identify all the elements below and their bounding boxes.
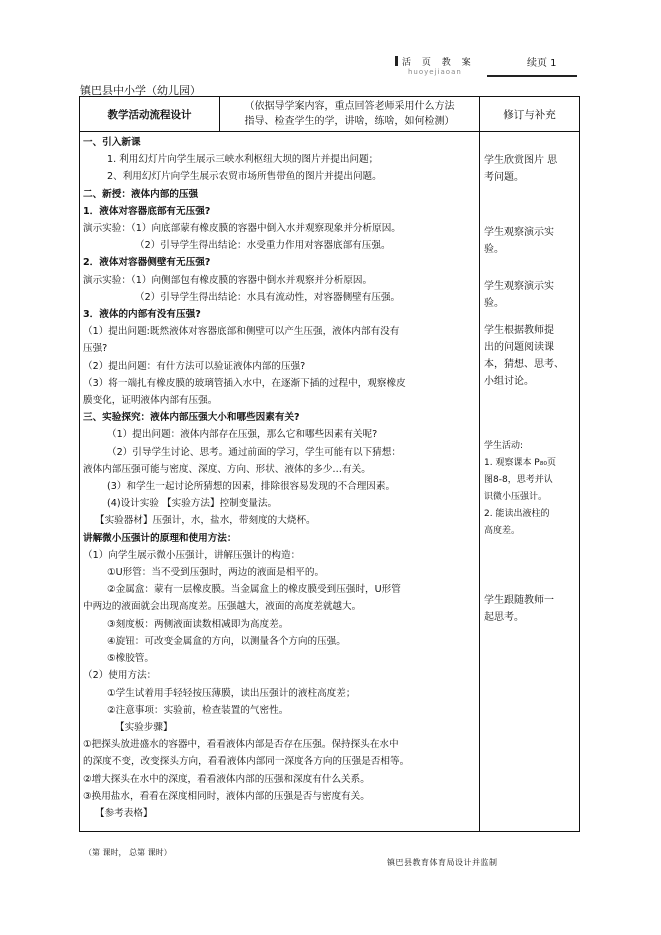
content-line: 3．液体的内部有没有压强?	[83, 309, 201, 321]
content-line: 三、实验探究：液体内部压强大小和哪些因素有关?	[83, 412, 300, 424]
content-line: 2．液体对容器侧壁有无压强?	[83, 257, 211, 269]
content-line: （3）将一端扎有橡皮膜的玻璃管插入水中，在逐渐下插的过程中，观察橡皮	[83, 377, 406, 389]
content-line: 讲解微小压强计的原理和使用方法：	[83, 532, 237, 544]
content-line: （2）引导学生得出结论：水受重力作用对容器底部有压强。	[135, 240, 391, 252]
continue-page-underline	[487, 75, 577, 77]
content-line: ②金属盒：蒙有一层橡皮膜。当金属盒上的橡皮膜受到压强时，U形管	[107, 584, 401, 596]
header-instructions-line-1: （依据导学案内容，重点回答老师采用什么方法	[244, 101, 455, 112]
content-line: 1. 利用幻灯片向学生展示三峡水利枢纽大坝的图片并提出问题；	[107, 154, 379, 166]
content-line: (4)设计实验 【实验方法】控制变量法。	[107, 498, 278, 510]
header-instructions-line-2: 指导、检查学生的学，讲啥，练啥，如何检测）	[244, 116, 455, 127]
note-line: 2. 能读出液柱的	[484, 509, 550, 519]
content-line: （1）提出问题:既然液体对容器底部和侧壁可以产生压强，液体内部有没有	[83, 326, 400, 338]
content-line: ③刻度板：两侧液面读数相减即为高度差。	[107, 618, 289, 630]
note-line: 图8-8，思考并认	[484, 475, 553, 485]
content-line: ①把探头放进盛水的容器中，看看液体内部是否存在压强。保持探头在水中	[83, 739, 399, 751]
content-line: 【参考表格】	[95, 807, 153, 819]
content-line: （2）引导学生得出结论：水具有流动性，对容器侧壁有压强。	[135, 291, 401, 303]
content-line: ③换用盐水，看看在深度相同时，液体内部的压强是否与密度有关。	[83, 790, 370, 802]
content-line: 液体内部压强可能与密度、深度、方向、形状、液体的多少…有关。	[83, 463, 371, 475]
note-line: 学生跟随教师一	[484, 595, 554, 606]
header-cell-instructions	[220, 97, 480, 132]
content-line: 演示实验：（1）向侧部包有橡皮膜的容器中倒水并观察并分析原因。	[83, 274, 373, 286]
lesson-plan-subtitle: huoyejiaoan	[408, 68, 462, 76]
note-line: 学生观察演示实	[484, 227, 554, 238]
content-line: ④旋钮：可改变金属盒的方向，以测量各个方向的压强。	[107, 635, 346, 647]
content-line: ②注意事项：实验前，检查装置的气密性。	[107, 704, 289, 716]
content-line: 1．液体对容器底部有无压强?	[83, 205, 211, 217]
content-line: 【实验器材】压强计，水，盐水，带刻度的大烧杯。	[95, 515, 316, 527]
content-line: 压强?	[83, 343, 108, 355]
content-line: (3）和学生一起讨论所猜想的因素，排除很容易发现的不合理因素。	[107, 481, 396, 493]
footer-publisher: 镇巴县教育体育局设计并监制	[387, 858, 498, 867]
note-line: 出的问题阅读课	[484, 342, 554, 353]
content-line: （2）提出问题：有什方法可以验证液体内部的压强?	[83, 360, 306, 372]
content-line: 膜变化，证明液体内部有压强。	[83, 395, 218, 407]
content-line: （1）向学生展示微小压强计，讲解压强计的构造：	[83, 549, 301, 561]
note-line: 学生欣赏图片 思	[484, 155, 558, 166]
content-line: 中两边的液面就会出现高度差。压强越大，液面的高度差就越大。	[83, 601, 362, 613]
note-line: 小组讨论。	[484, 376, 534, 387]
note-line: 识微小压强计。	[484, 492, 548, 502]
content-line: ⑤橡胶管。	[107, 653, 154, 665]
note-line: 起思考。	[484, 612, 524, 623]
content-line: 一、引入新课	[83, 137, 141, 148]
content-line: ①U形管：当不受到压强时，两边的液面是相平的。	[107, 567, 325, 579]
lesson-plan-table	[79, 96, 580, 832]
content-line: ①学生试着用手轻轻按压薄膜，读出压强计的液柱高度差；	[107, 687, 356, 699]
header-flow-label: 教学活动流程设计	[107, 108, 192, 121]
note-line: 本，猜想、思考、	[484, 359, 564, 370]
header-cell-flow	[80, 97, 220, 132]
note-line: 学生根据教师提	[484, 325, 554, 336]
school-name: 镇巴县中小学（幼儿园）	[80, 84, 201, 97]
note-line: 考问题。	[484, 172, 524, 183]
note-line: 学生观察演示实	[484, 281, 554, 292]
note-line: 验。	[484, 244, 504, 255]
header-cell-revision	[480, 97, 580, 132]
content-line: 【实验步骤】	[115, 721, 173, 733]
lesson-plan-title: 活 页 教 案	[402, 58, 475, 68]
note-line: 高度差。	[484, 526, 521, 536]
note-line: 验。	[484, 298, 504, 309]
content-line: ②增大探头在水中的深度，看看液体内部的压强和深度有什么关系。	[83, 773, 370, 785]
content-line: （1）提出问题：液体内部存在压强，那么它和哪些因素有关呢?	[107, 429, 378, 441]
content-line: 二、新授：液体内部的压强	[83, 188, 199, 200]
revision-notes-cell	[480, 132, 580, 832]
table-header-row	[80, 97, 580, 132]
content-line: 2、利用幻灯片向学生展示农贸市场所售带鱼的图片并提出问题。	[107, 171, 382, 183]
footer-lesson-count: （第 课时， 总第 课时）	[84, 848, 172, 857]
content-line: （2）使用方法：	[83, 670, 157, 682]
content-line: 演示实验：（1）向底部蒙有橡皮膜的容器中倒入水并观察现象并分析原因。	[83, 223, 401, 235]
content-line: （2）引导学生讨论、思考。通过前面的学习，学生可能有以下猜想：	[107, 446, 401, 458]
note-line: 学生活动:	[484, 441, 524, 451]
lesson-content-cell	[80, 132, 480, 832]
note-line: 1. 观察课本 P₈₀页	[484, 458, 556, 468]
header-mark	[395, 56, 398, 66]
content-line: 的深度不变，改变探头方向，看看液体内部同一深度各方向的压强是否相等。	[83, 756, 410, 768]
table-body-row	[80, 132, 580, 832]
header-revision-label: 修订与补充	[503, 108, 556, 121]
continue-page-label: 续页 1	[527, 58, 557, 69]
